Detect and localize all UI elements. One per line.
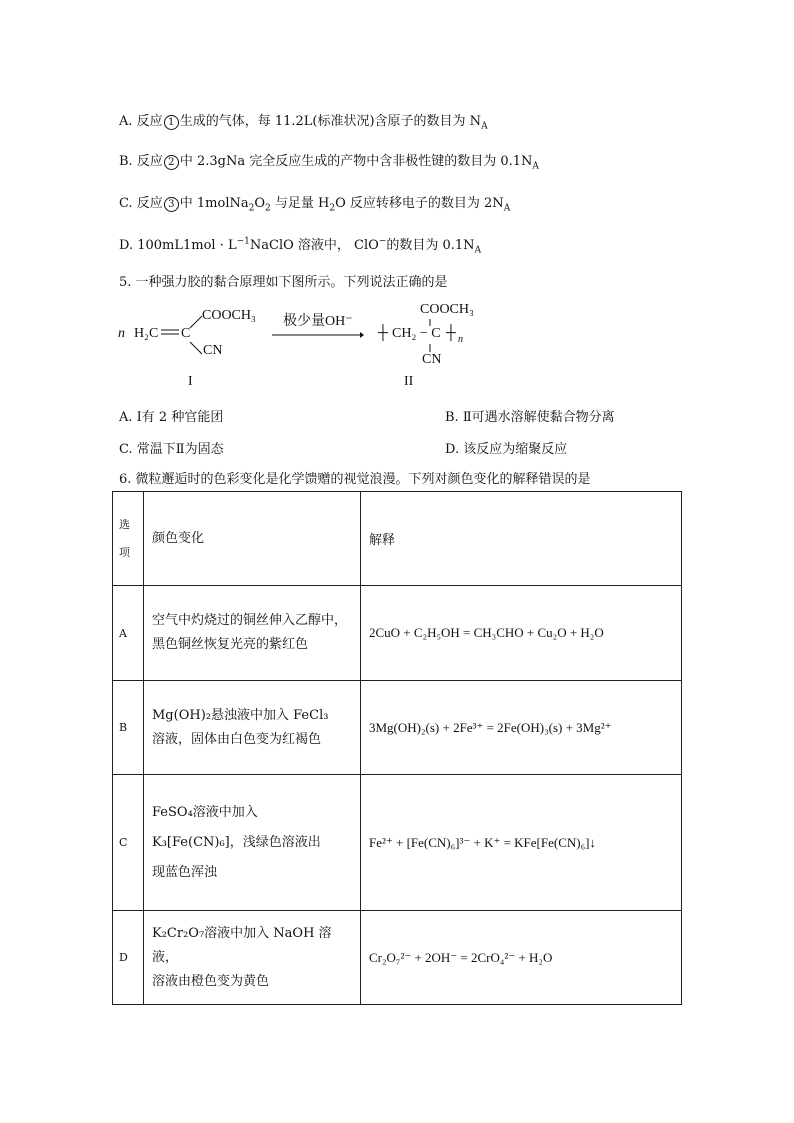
circled-number-3: 3 bbox=[164, 197, 179, 212]
reactant-cn: CN bbox=[203, 343, 223, 358]
q4-option-a: A. 反应 1 生成的气体，每 11.2L(标准状况)含原子的数目为 $N_A$ bbox=[119, 114, 488, 132]
q6-table bbox=[112, 491, 682, 1005]
product-chain: CH₂ − C bbox=[392, 326, 441, 341]
bracket-right: ┼ bbox=[446, 326, 456, 341]
reactant-c: C bbox=[181, 326, 191, 341]
label-compound-II: II bbox=[404, 374, 414, 389]
bracket-left: ┼ bbox=[378, 326, 388, 341]
color-change-line: 现蓝色浑浊 bbox=[152, 864, 218, 880]
reactant-n: n bbox=[118, 326, 125, 341]
header-explanation: 解释 bbox=[361, 492, 682, 586]
color-change-line: 溶液，固体由白色变为红褐色 bbox=[152, 731, 322, 747]
table-row bbox=[113, 911, 682, 1005]
color-change-line: FeSO₄溶液中加入 bbox=[152, 804, 258, 820]
header-option-1: 选 bbox=[119, 517, 130, 531]
row-option: B bbox=[113, 681, 144, 775]
color-change-line: 黑色铜丝恢复光亮的紫红色 bbox=[152, 637, 309, 652]
q4-option-b: B. 反应 2 中 2.3gNa 完全反应生成的产物中含非极性键的数目为 $0.1N_A$ bbox=[119, 154, 539, 172]
table-row bbox=[113, 681, 682, 775]
table-header-row bbox=[113, 492, 682, 586]
color-change-line: K₂Cr₂O₇溶液中加入 NaOH 溶液， bbox=[152, 925, 332, 965]
reactant-cooch3: COOCH₃ bbox=[202, 308, 256, 323]
q5-option-b: B. Ⅱ可遇水溶解使黏合物分离 bbox=[445, 410, 615, 425]
double-bond bbox=[160, 326, 180, 338]
row-option: D bbox=[113, 911, 144, 1005]
color-change-line: 空气中灼烧过的铜丝伸入乙醇中， bbox=[152, 613, 348, 628]
q4-option-d: D. $100mL1mol \cdot L^{-1}NaClO$ 溶液中， ClO−的数目为 $0.1N_A$ bbox=[119, 236, 482, 256]
color-change-line: K₃[Fe(CN)₆]，浅绿色溶液出 bbox=[152, 834, 321, 850]
table-row bbox=[113, 775, 682, 911]
product-bonds bbox=[428, 318, 432, 354]
product-n: n bbox=[458, 334, 463, 345]
explanation-equation: Fe²⁺ + [Fe(CN)₆]³⁻ + K⁺ = KFe[Fe(CN)₆]↓ bbox=[361, 775, 682, 911]
header-option-2: 项 bbox=[119, 545, 130, 559]
color-change-line: Mg(OH)₂悬浊液中加入 FeCl₃ bbox=[152, 707, 329, 723]
row-option: A bbox=[113, 586, 144, 681]
product-cooch3: COOCH₃ bbox=[420, 302, 474, 317]
table-row bbox=[113, 586, 682, 681]
color-change-line: 溶液由橙色变为黄色 bbox=[152, 973, 270, 989]
label-compound-I: I bbox=[188, 374, 193, 389]
header-color-change: 颜色变化 bbox=[144, 492, 361, 586]
q5-option-a: A. Ⅰ有 2 种官能团 bbox=[119, 410, 224, 425]
q5-stem: 5. 一种强力胶的黏合原理如下图所示。下列说法正确的是 bbox=[119, 275, 448, 290]
explanation-equation: 3Mg(OH)₂(s) + 2Fe³⁺ = 2Fe(OH)₃(s) + 3Mg²⁺ bbox=[361, 681, 682, 775]
explanation-equation: Cr₂O₇²⁻ + 2OH⁻ = 2CrO₄²⁻ + H₂O bbox=[361, 911, 682, 1005]
circled-number-1: 1 bbox=[164, 115, 179, 130]
q4-option-c: C. 反应 3 中 $1molNa_2O_2$ 与足量 $H_2O$ 反应转移电子的数目为 $2N_A$ bbox=[119, 196, 511, 214]
product-cn: CN bbox=[422, 352, 442, 367]
row-option: C bbox=[113, 775, 144, 911]
circled-number-2: 2 bbox=[164, 155, 179, 170]
q5-option-d: D. 该反应为缩聚反应 bbox=[445, 442, 568, 457]
arrow-label: 极少量OH⁻ bbox=[283, 314, 353, 329]
reactant-h2c: H₂C bbox=[134, 326, 159, 341]
q6-stem: 6. 微粒邂逅时的色彩变化是化学馈赠的视觉浪漫。下列对颜色变化的解释错误的是 bbox=[119, 472, 591, 487]
explanation-equation: 2CuO + C₂H₅OH = CH₃CHO + Cu₂O + H₂O bbox=[361, 586, 682, 681]
q5-option-c: C. 常温下Ⅱ为固态 bbox=[119, 442, 224, 457]
reaction-arrow-icon bbox=[272, 330, 364, 340]
